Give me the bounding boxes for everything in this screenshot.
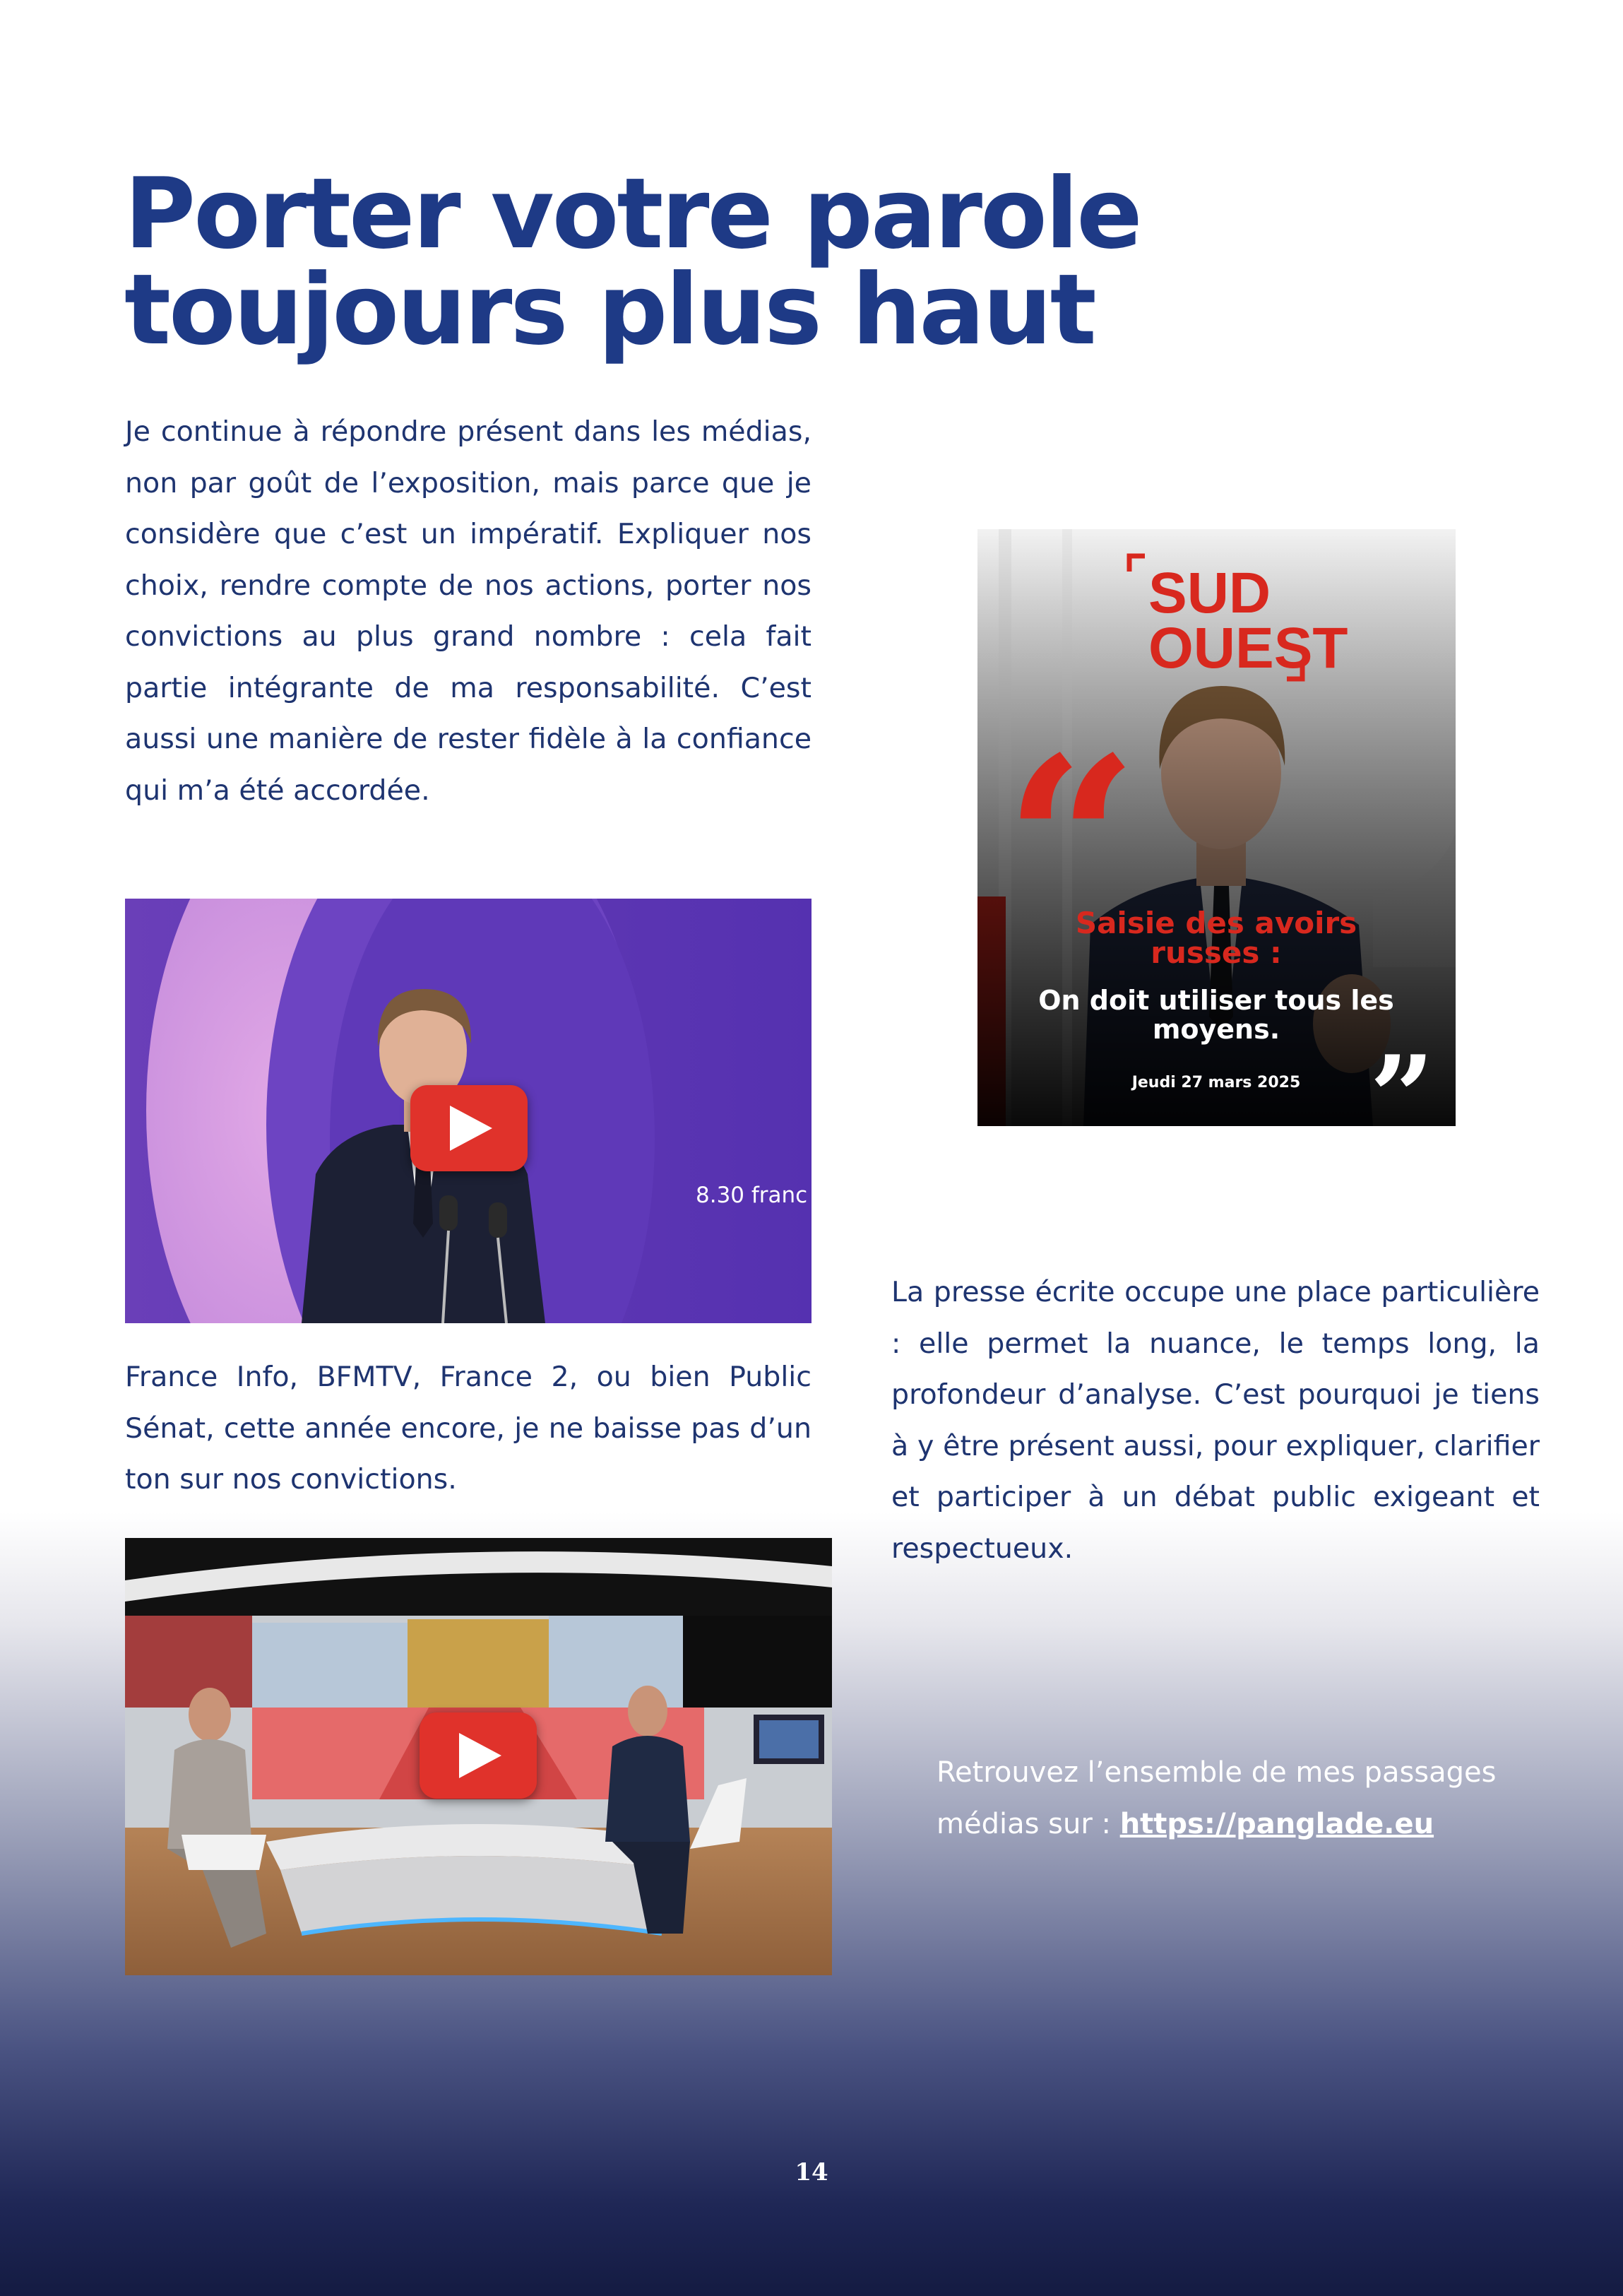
video-thumbnail-public-senat[interactable] [125,1538,832,1975]
intro-paragraph: Je continue à répondre présent dans les médias, non par goût de l’exposition, mais parce que je considère que c’est un impératif. Expliquer nos choix, rendre compte de nos actions, porter nos convictions au plus grand nombre : cela fait partie intégrante de ma responsabilité. C’est aussi une manière de rester fidèle à la confiance qui m’a été accordée. [125,415,812,807]
headline-white-line1: On doit utiliser tous les [1038,985,1394,1016]
headline-red-line1: Saisie des avoirs [1075,906,1357,940]
article-date: Jeudi 27 mars 2025 [1131,1074,1301,1091]
sudouest-press-card [977,529,1456,1126]
headline-red-line2: russes : [1151,935,1282,970]
cta-text: Retrouvez l’ensemble de mes passages médias sur : [937,1756,1497,1840]
sudouest-logo-line1: SUD [1148,561,1271,625]
play-button[interactable] [420,1712,537,1799]
channel-watermark: 8.30 franc [696,1183,808,1208]
sudouest-card-image [977,529,1456,1126]
press-paragraph: La presse écrite occupe une place particulière : elle permet la nuance, le temps long, la profondeur d’analyse. C’est pourquoi je tiens à y être présent aussi, pour expliquer, clarifier et participer à un débat public exigeant et respectueux. [891,1276,1540,1565]
open-quote-icon: “ [1004,706,1139,980]
page-number: 14 [795,2158,828,2186]
video-thumbnail-franceinfo[interactable] [125,899,812,1323]
page-title: Porter votre parole toujours plus haut [124,157,1141,367]
tv-paragraph: France Info, BFMTV, France 2, ou bien Public Sénat, cette année encore, je ne baisse pas d’un ton sur nos convictions. [125,1361,812,1496]
play-button[interactable] [410,1085,528,1171]
sudouest-logo-line2: OUEST [1148,616,1348,680]
close-quote-icon: ” [1369,1031,1435,1126]
cta-text-block [937,1747,1558,1850]
cta-link[interactable]: https://panglade.eu [1119,1808,1434,1840]
headline-white-line2: moyens. [1152,1014,1280,1045]
